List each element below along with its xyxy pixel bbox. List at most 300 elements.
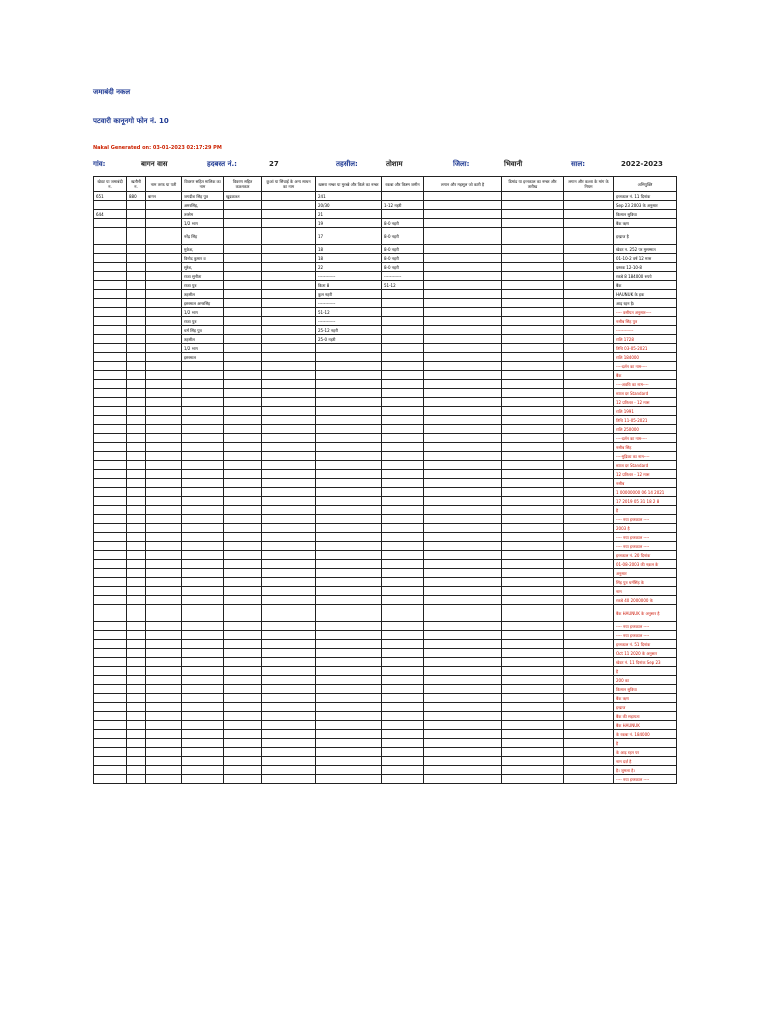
table-cell: [502, 228, 564, 245]
table-cell: [382, 542, 424, 551]
table-cell: [424, 640, 502, 649]
remark-cell: ----अवधि का नाम----: [614, 380, 677, 389]
table-cell: [502, 479, 564, 488]
table-cell: [224, 775, 262, 784]
table-cell: [564, 587, 614, 596]
table-cell: [262, 506, 316, 515]
table-cell: [94, 407, 127, 416]
table-cell: [146, 497, 182, 506]
table-cell: [127, 380, 146, 389]
table-cell: [182, 506, 224, 515]
table-cell: 51-12: [316, 308, 382, 317]
table-cell: [146, 587, 182, 596]
table-cell: [146, 254, 182, 263]
table-cell: [316, 497, 382, 506]
table-cell: [94, 622, 127, 631]
table-cell: [262, 524, 316, 533]
table-cell: [182, 371, 224, 380]
table-cell: [127, 308, 146, 317]
table-cell: [262, 470, 316, 479]
table-cell: [182, 748, 224, 757]
table-row: [94, 371, 677, 380]
table-cell: 19: [316, 219, 382, 228]
table-cell: [146, 479, 182, 488]
table-cell: [224, 631, 262, 640]
table-cell: [502, 685, 564, 694]
remark-cell: 12 प्रतिशत - 12 मास: [614, 470, 677, 479]
remark-cell: बैंक HAUNUK: [614, 721, 677, 730]
table-cell: [262, 739, 316, 748]
table-cell: [182, 488, 224, 497]
table-cell: [182, 685, 224, 694]
table-cell: [382, 344, 424, 353]
table-cell: [502, 551, 564, 560]
table-cell: [224, 470, 262, 479]
table-cell: [424, 515, 502, 524]
table-cell: [224, 452, 262, 461]
table-cell: [94, 506, 127, 515]
table-cell: [182, 730, 224, 739]
table-cell: [316, 533, 382, 542]
table-cell: [502, 497, 564, 506]
table-cell: [502, 757, 564, 766]
table-cell: [502, 219, 564, 228]
hadbast-label: हदबस्त नं.:: [207, 160, 237, 168]
table-cell: [502, 533, 564, 542]
table-cell: 1-12 नहरी: [382, 201, 424, 210]
table-cell: [382, 192, 424, 201]
column-header: कुआं या सिंचाई के अन्य साधन का नाम: [262, 177, 316, 192]
table-cell: [424, 201, 502, 210]
table-cell: [564, 533, 614, 542]
table-cell: [502, 506, 564, 515]
table-cell: [316, 730, 382, 739]
table-row: [94, 560, 677, 569]
table-cell: [146, 380, 182, 389]
table-cell: [146, 640, 182, 649]
table-row: [94, 290, 677, 299]
table-cell: [127, 775, 146, 784]
table-cell: [502, 201, 564, 210]
table-cell: [182, 596, 224, 605]
table-cell: [382, 622, 424, 631]
table-cell: [94, 263, 127, 272]
remark-cell: 01-10-2 वर्ष 12 मास: [614, 254, 677, 263]
table-cell: [262, 551, 316, 560]
table-cell: [94, 515, 127, 524]
table-cell: [224, 560, 262, 569]
table-cell: [182, 524, 224, 533]
table-cell: [182, 515, 224, 524]
table-cell: [382, 506, 424, 515]
table-cell: [182, 425, 224, 434]
table-cell: [382, 587, 424, 596]
table-cell: [127, 434, 146, 443]
table-cell: [182, 757, 224, 766]
table-cell: [224, 488, 262, 497]
table-cell: 1/2 भाग: [182, 344, 224, 353]
table-cell: [94, 640, 127, 649]
table-cell: [262, 290, 316, 299]
table-cell: [127, 461, 146, 470]
table-cell: [146, 210, 182, 219]
table-cell: [127, 228, 146, 245]
table-row: [94, 497, 677, 506]
year-value: 2022-2023: [621, 160, 663, 168]
table-row: [94, 245, 677, 254]
table-cell: [382, 569, 424, 578]
table-cell: [502, 587, 564, 596]
table-cell: [146, 515, 182, 524]
table-cell: [94, 551, 127, 560]
table-row: [94, 730, 677, 739]
table-cell: [316, 362, 382, 371]
table-cell: [127, 515, 146, 524]
table-cell: [502, 281, 564, 290]
table-cell: [316, 461, 382, 470]
table-cell: [182, 739, 224, 748]
table-row: [94, 667, 677, 676]
table-cell: ------------: [316, 272, 382, 281]
table-cell: [94, 676, 127, 685]
table-cell: [146, 245, 182, 254]
village-label: गांव:: [93, 160, 106, 168]
table-cell: [502, 631, 564, 640]
table-cell: [502, 452, 564, 461]
table-cell: [564, 631, 614, 640]
table-cell: [424, 470, 502, 479]
table-cell: [127, 443, 146, 452]
table-cell: [224, 425, 262, 434]
table-cell: [564, 389, 614, 398]
table-cell: [262, 658, 316, 667]
table-cell: [502, 676, 564, 685]
table-row: [94, 775, 677, 784]
table-cell: [564, 362, 614, 371]
table-cell: ------------: [382, 272, 424, 281]
table-cell: [182, 398, 224, 407]
table-cell: [94, 757, 127, 766]
table-cell: [424, 631, 502, 640]
table-cell: [146, 371, 182, 380]
table-cell: [262, 362, 316, 371]
table-cell: [382, 578, 424, 587]
table-cell: [262, 515, 316, 524]
table-cell: [316, 631, 382, 640]
table-cell: [224, 299, 262, 308]
table-cell: [424, 649, 502, 658]
table-cell: [424, 362, 502, 371]
table-cell: [262, 245, 316, 254]
table-cell: [382, 631, 424, 640]
table-cell: [382, 290, 424, 299]
table-cell: [564, 640, 614, 649]
table-cell: [182, 452, 224, 461]
table-cell: [564, 542, 614, 551]
table-cell: मुकेश,: [182, 245, 224, 254]
table-cell: [564, 649, 614, 658]
table-cell: [382, 721, 424, 730]
table-cell: [564, 739, 614, 748]
table-cell: [316, 407, 382, 416]
table-cell: [224, 308, 262, 317]
table-row: [94, 461, 677, 470]
remark-cell: दस्तक 12-10-8: [614, 263, 677, 272]
table-cell: [182, 587, 224, 596]
jamabandi-table: [93, 176, 677, 784]
table-cell: [224, 281, 262, 290]
table-cell: [146, 721, 182, 730]
table-cell: [262, 452, 316, 461]
table-cell: [262, 775, 316, 784]
table-cell: 18: [316, 245, 382, 254]
table-cell: [224, 515, 262, 524]
table-cell: 22: [316, 263, 382, 272]
table-cell: [564, 766, 614, 775]
remark-cell: राशि 184000: [614, 353, 677, 362]
table-cell: 51-12: [382, 281, 424, 290]
table-cell: ------------: [316, 317, 382, 326]
table-cell: [564, 326, 614, 335]
remark-cell: Oct 11 2020 के अनुसार: [614, 649, 677, 658]
remark-cell: रकबे 8 184000 रुपये: [614, 272, 677, 281]
table-cell: 241: [316, 192, 382, 201]
table-cell: [127, 560, 146, 569]
table-cell: [146, 676, 182, 685]
table-cell: तहसील: [182, 290, 224, 299]
table-cell: [127, 587, 146, 596]
table-cell: [262, 578, 316, 587]
table-cell: [262, 560, 316, 569]
remark-cell: ब्याज दर Standard: [614, 461, 677, 470]
table-cell: [146, 694, 182, 703]
table-cell: [146, 748, 182, 757]
table-cell: 8-0 नहरी: [382, 228, 424, 245]
table-cell: [224, 712, 262, 721]
table-row: [94, 434, 677, 443]
remark-cell: है। जुमला है।: [614, 766, 677, 775]
table-cell: [127, 676, 146, 685]
table-cell: [564, 461, 614, 470]
table-cell: [127, 730, 146, 739]
table-cell: 651: [94, 192, 127, 201]
table-cell: [502, 416, 564, 425]
table-cell: [424, 407, 502, 416]
table-cell: [564, 694, 614, 703]
table-cell: [94, 694, 127, 703]
table-cell: [262, 353, 316, 362]
table-cell: [182, 694, 224, 703]
table-cell: [382, 596, 424, 605]
table-cell: [94, 569, 127, 578]
table-cell: [262, 542, 316, 551]
table-cell: [424, 425, 502, 434]
table-cell: राजा पुत्र: [182, 317, 224, 326]
table-cell: [382, 766, 424, 775]
table-cell: [316, 542, 382, 551]
table-cell: 20/30: [316, 201, 382, 210]
table-cell: [564, 219, 614, 228]
table-cell: [424, 578, 502, 587]
table-cell: [316, 443, 382, 452]
table-cell: [564, 712, 614, 721]
column-header: अभियुक्ति: [614, 177, 677, 192]
table-row: [94, 219, 677, 228]
table-cell: [564, 560, 614, 569]
table-cell: [127, 317, 146, 326]
table-cell: तरसेम: [182, 210, 224, 219]
table-cell: [224, 290, 262, 299]
table-cell: [316, 452, 382, 461]
table-cell: [127, 712, 146, 721]
table-cell: [382, 371, 424, 380]
table-cell: [224, 389, 262, 398]
table-cell: [502, 712, 564, 721]
table-row: [94, 416, 677, 425]
table-cell: [316, 676, 382, 685]
table-cell: [502, 730, 564, 739]
table-cell: [262, 685, 316, 694]
table-cell: [424, 703, 502, 712]
table-cell: 1/2 भाग: [182, 308, 224, 317]
table-cell: [564, 685, 614, 694]
table-cell: [262, 263, 316, 272]
table-cell: [94, 434, 127, 443]
table-cell: [224, 317, 262, 326]
table-cell: [564, 596, 614, 605]
table-cell: नरेंद्र सिंह: [182, 228, 224, 245]
table-cell: [564, 353, 614, 362]
table-cell: [94, 605, 127, 622]
table-cell: [502, 775, 564, 784]
table-cell: [262, 254, 316, 263]
table-cell: [94, 228, 127, 245]
table-cell: [564, 335, 614, 344]
table-cell: [564, 398, 614, 407]
table-cell: [424, 712, 502, 721]
table-cell: [127, 631, 146, 640]
table-cell: [424, 694, 502, 703]
table-cell: [424, 775, 502, 784]
table-cell: [94, 578, 127, 587]
table-cell: [146, 317, 182, 326]
table-cell: [94, 488, 127, 497]
table-cell: [127, 416, 146, 425]
document-title: जमाबंदी नकल: [93, 88, 131, 96]
table-cell: [502, 407, 564, 416]
table-cell: [127, 757, 146, 766]
table-cell: [564, 748, 614, 757]
table-cell: [502, 596, 564, 605]
table-cell: [262, 497, 316, 506]
table-cell: [316, 658, 382, 667]
table-row: [94, 263, 677, 272]
remark-cell: इन्तकाल नं. 11 दिनांक: [614, 192, 677, 201]
table-cell: [182, 461, 224, 470]
table-cell: [94, 299, 127, 308]
table-cell: [316, 739, 382, 748]
table-cell: [224, 578, 262, 587]
table-cell: [502, 721, 564, 730]
table-cell: [502, 443, 564, 452]
table-cell: [127, 407, 146, 416]
table-cell: [94, 658, 127, 667]
table-cell: [262, 766, 316, 775]
table-cell: [94, 479, 127, 488]
table-cell: [424, 739, 502, 748]
table-cell: [564, 551, 614, 560]
remark-cell: 1 00000000 06 14 2021: [614, 488, 677, 497]
table-row: [94, 640, 677, 649]
table-row: [94, 488, 677, 497]
table-cell: [382, 748, 424, 757]
generated-timestamp: Nakal Generated on: 03-01-2023 02:17:29 PM: [93, 145, 222, 151]
remark-cell: आड़ रहन है।: [614, 299, 677, 308]
record-info-row: [93, 160, 676, 172]
table-cell: [182, 542, 224, 551]
table-cell: [382, 649, 424, 658]
table-cell: [224, 228, 262, 245]
table-cell: [502, 245, 564, 254]
remark-cell: 12 प्रतिशत - 12 मास: [614, 398, 677, 407]
table-cell: [502, 210, 564, 219]
table-cell: [424, 434, 502, 443]
table-row: [94, 649, 677, 658]
remark-cell: ----दर्शन का नाम----: [614, 434, 677, 443]
table-cell: [564, 488, 614, 497]
table-cell: [424, 676, 502, 685]
table-cell: [94, 416, 127, 425]
table-cell: [424, 667, 502, 676]
table-cell: [94, 748, 127, 757]
table-cell: [262, 721, 316, 730]
table-cell: [146, 667, 182, 676]
table-cell: [224, 201, 262, 210]
table-cell: बागन: [146, 192, 182, 201]
table-cell: [564, 515, 614, 524]
table-cell: [502, 667, 564, 676]
table-cell: [182, 703, 224, 712]
table-row: [94, 658, 677, 667]
table-cell: [262, 479, 316, 488]
table-cell: [382, 407, 424, 416]
table-cell: [424, 308, 502, 317]
remark-cell: इन्द्राज: [614, 703, 677, 712]
table-cell: [94, 326, 127, 335]
table-row: [94, 721, 677, 730]
table-cell: [127, 649, 146, 658]
table-cell: [502, 290, 564, 299]
table-cell: [127, 497, 146, 506]
table-row: [94, 362, 677, 371]
table-cell: [127, 425, 146, 434]
table-cell: [127, 605, 146, 622]
table-cell: [316, 479, 382, 488]
table-cell: [382, 488, 424, 497]
hadbast-value: 27: [269, 160, 279, 168]
remark-cell: तिथि 11-05-2021: [614, 416, 677, 425]
table-cell: [146, 533, 182, 542]
table-row: [94, 281, 677, 290]
table-cell: [127, 254, 146, 263]
table-row: [94, 398, 677, 407]
table-cell: [182, 416, 224, 425]
table-cell: कुल नहरी: [316, 290, 382, 299]
table-row: [94, 515, 677, 524]
table-row: [94, 757, 677, 766]
table-cell: [502, 317, 564, 326]
table-row: [94, 631, 677, 640]
